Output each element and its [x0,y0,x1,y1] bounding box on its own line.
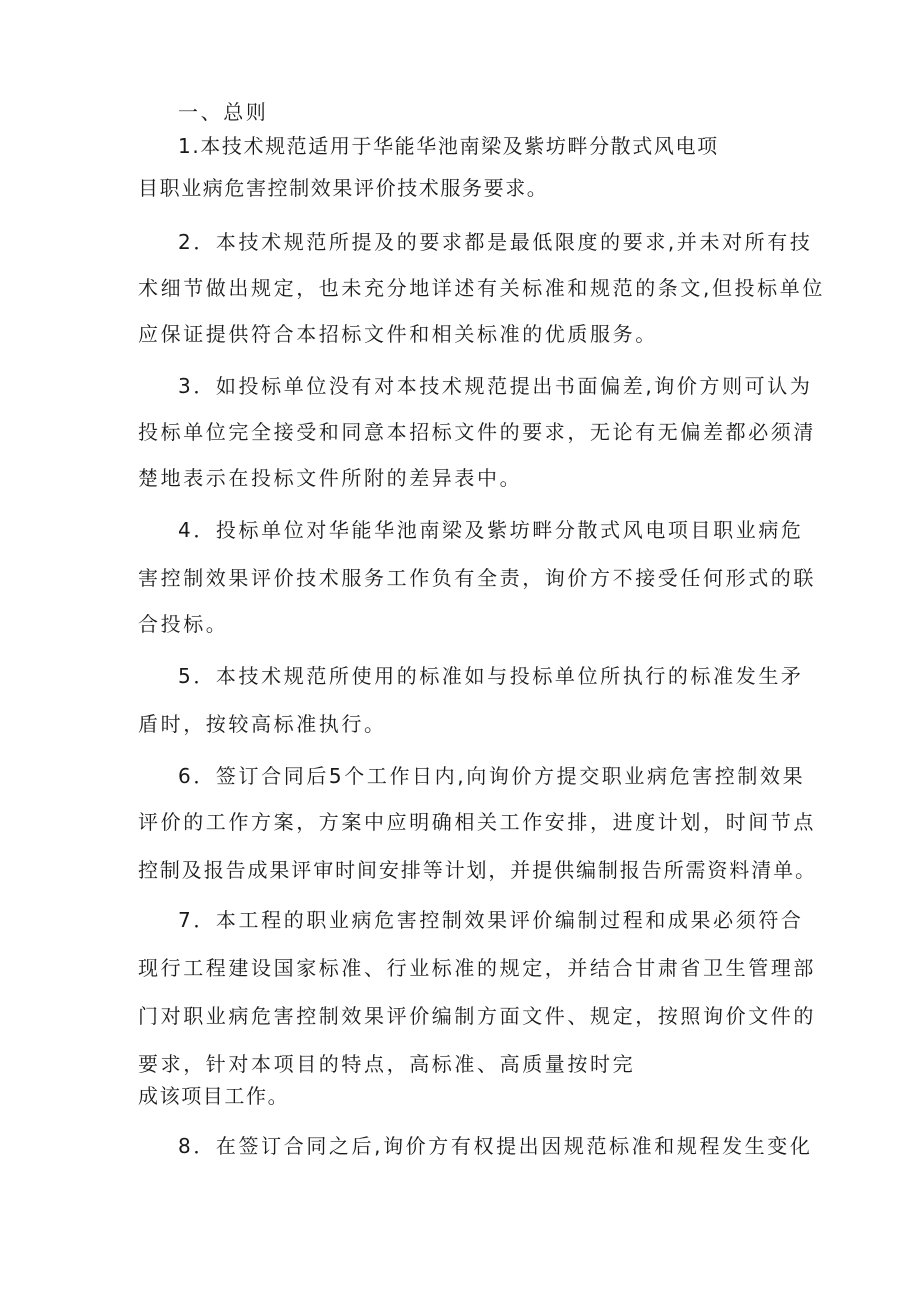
paragraph-5-line-2: 盾时，按较高标准执行。 [138,712,387,736]
paragraph-3-line-2: 投标单位完全接受和同意本招标文件的要求，无论有无偏差都必须清 [138,420,816,444]
paragraph-6-line-2: 评价的工作方案，方案中应明确相关工作安排，进度计划，时间节点 [138,810,816,834]
paragraph-4-line-1: 4．投标单位对华能华池南梁及紫坊畔分散式风电项目职业病危 [178,518,804,542]
paragraph-4-line-2: 害控制效果评价技术服务工作负有全责，询价方不接受任何形式的联 [138,566,816,590]
paragraph-3-line-1: 3．如投标单位没有对本技术规范提出书面偏差,询价方则可认为 [178,374,813,398]
paragraph-7-line-1: 7．本工程的职业病危害控制效果评价编制过程和成果必须符合 [178,908,804,932]
paragraph-7-line-4: 要求，针对本项目的特点，高标准、高质量按时完 [138,1052,636,1076]
section-heading: 一、总则 [178,100,269,124]
paragraph-6-line-3: 控制及报告成果评审时间安排等计划，并提供编制报告所需资料清单。 [138,858,817,882]
paragraph-4-line-3: 合投标。 [138,612,229,636]
paragraph-2-line-1: 2．本技术规范所提及的要求都是最低限度的要求,并未对所有技 [178,230,813,254]
paragraph-2-line-2: 术细节做出规定，也未充分地详述有关标准和规范的条文,但投标单位 [138,276,825,300]
paragraph-5-line-1: 5．本技术规范所使用的标准如与投标单位所执行的标准发生矛 [178,664,804,688]
paragraph-7-line-2: 现行工程建设国家标准、行业标准的规定，并结合甘肃省卫生管理部 [138,956,816,980]
paragraph-3-line-3: 楚地表示在投标文件所附的差异表中。 [138,466,523,490]
paragraph-7-line-3: 门对职业病危害控制效果评价编制方面文件、规定，按照询价文件的 [138,1004,816,1028]
paragraph-6-line-1: 6．签订合同后5个工作日内,向询价方提交职业病危害控制效果 [178,764,806,788]
paragraph-8-line-1: 8．在签订合同之后,询价方有权提出因规范标准和规程发生变化 [178,1134,813,1158]
paragraph-7-line-5: 成该项目工作。 [138,1084,290,1108]
paragraph-2-line-3: 应保证提供符合本招标文件和相关标准的优质服务。 [138,322,658,346]
paragraph-1-line-1: 1.本技术规范适用于华能华池南梁及紫坊畔分散式风电项 [178,134,719,158]
paragraph-1-line-2: 目职业病危害控制效果评价技术服务要求。 [138,176,549,200]
